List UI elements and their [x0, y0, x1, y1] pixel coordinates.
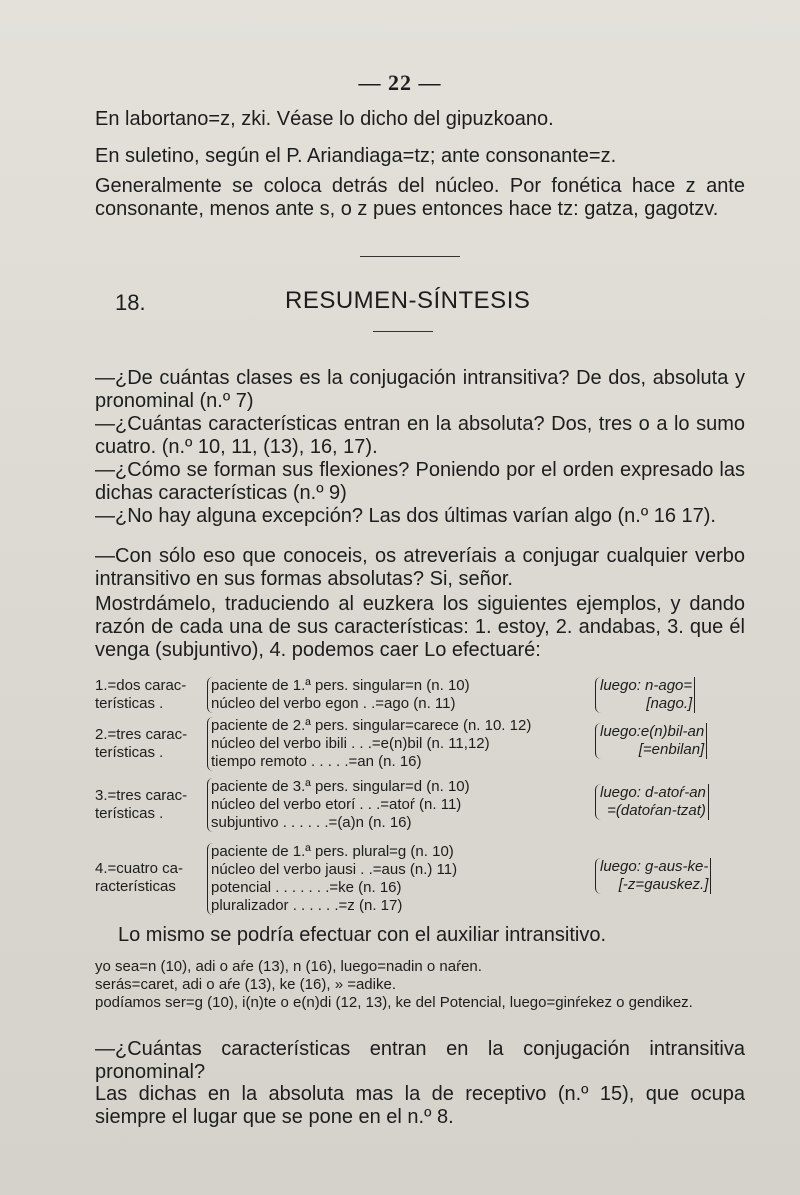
entry-label: 1.=dos carac-terísticas . [95, 677, 187, 712]
note-1: yo sea=n (10), adi o aŕe (13), n (16), luego=nadin o naŕen. [95, 958, 482, 975]
entry-result: [=enbilan] [600, 741, 707, 759]
entry-label: 2.=tres carac-terísticas . [95, 726, 188, 761]
entry-row: paciente de 1.ª pers. plural=g (n. 10) [211, 843, 454, 860]
entry-result: luego: n-ago= [600, 677, 695, 695]
entry-label: 4.=cuatro ca-racterísticas [95, 860, 183, 895]
closing-question: —¿Cuántas características entran en la conjugación intransitiva pronominal? [95, 1038, 745, 1083]
entry-row: tiempo remoto . . . . .=an (n. 16) [211, 753, 422, 770]
table-entry-1 [95, 677, 745, 717]
divider [360, 256, 460, 257]
entry-result: [-z=gauskez.] [600, 876, 711, 894]
entry-result: luego:e(n)bil-an [600, 723, 707, 741]
after-table: Lo mismo se podría efectuar con el auxiliar intransitivo. [118, 924, 607, 946]
note-2: serás=caret, adi o aŕe (13), ke (16), » =adike. [95, 976, 396, 993]
entry-result: luego: d-atoŕ-an [600, 784, 709, 802]
entry-row: núcleo del verbo ibili . . .=e(n)bil (n. 11,12) [211, 735, 490, 752]
entry-row: núcleo del verbo jausi . .=aus (n.) 11) [211, 861, 458, 878]
entry-row: potencial . . . . . . .=ke (n. 16) [211, 879, 402, 896]
qa-2: —¿Cuántas características entran en la absoluta? Dos, tres o a lo sumo cuatro. (n.º 10, 11, (13), 16, 17). [95, 413, 745, 458]
table-entry-2 [95, 717, 745, 773]
entry-row: paciente de 2.ª pers. singular=carece (n. 10. 12) [211, 717, 532, 734]
entry-result: [nago.] [600, 695, 695, 713]
entry-row: núcleo del verbo egon . .=ago (n. 11) [211, 695, 456, 712]
qa-4: —¿No hay alguna excepción? Las dos últimas varían algo (n.º 16 17). [95, 505, 716, 527]
title-underline [373, 331, 433, 332]
section-number: 18. [115, 290, 146, 315]
qa-3: —¿Cómo se forman sus flexiones? Poniendo por el orden expresado las dichas características (n.º 9) [95, 459, 745, 504]
entry-row: paciente de 1.ª pers. singular=n (n. 10) [211, 677, 470, 694]
entry-result: luego: g-aus-ke- [600, 858, 711, 876]
entry-row: paciente de 3.ª pers. singular=d (n. 10) [211, 778, 470, 795]
note-3: podíamos ser=g (10), i(n)te o e(n)di (12, 13), ke del Potencial, luego=ginŕekez o gendikez. [95, 994, 693, 1011]
qa-1: —¿De cuántas clases es la conjugación intransitiva? De dos, absoluta y pronominal (n.º 7) [95, 367, 745, 412]
entry-result: =(datoŕan-tzat) [600, 802, 709, 820]
table-entry-4 [95, 843, 745, 917]
qa-6: Mostrdámelo, traduciendo al euzkera los siguientes ejemplos, y dando razón de cada una de sus características: 1. estoy, 2. andabas, 3. que él venga (subjuntivo), 4. podemos caer Lo efectuaré: [95, 593, 745, 661]
intro-line-2: En suletino, según el P. Ariandiaga=tz; ante consonante=z. [95, 145, 617, 167]
entry-label: 3.=tres carac-terísticas . [95, 787, 188, 822]
entry-row: pluralizador . . . . . .=z (n. 17) [211, 897, 403, 914]
table-entry-3 [95, 778, 745, 834]
intro-paragraph: Generalmente se coloca detrás del núcleo. Por fonética hace z ante consonante, menos ante s, o z pues entonces hace tz: gatza, gagotzv. [95, 175, 745, 220]
entry-row: subjuntivo . . . . . .=(a)n (n. 16) [211, 814, 412, 831]
page-number: — 22 — [358, 70, 442, 95]
qa-5: —Con sólo eso que conoceis, os atreveríais a conjugar cualquier verbo intransitivo en sus formas absolutas? Si, señor. [95, 545, 745, 590]
closing-answer: Las dichas en la absoluta mas la de receptivo (n.º 15), que ocupa siempre el lugar que se pone en el n.º 8. [95, 1083, 745, 1128]
intro-line-1: En labortano=z, zki. Véase lo dicho del gipuzkoano. [95, 108, 554, 130]
section-title: RESUMEN-SÍNTESIS [285, 287, 531, 314]
entry-row: núcleo del verbo etorí . . .=atoŕ (n. 11) [211, 796, 462, 813]
